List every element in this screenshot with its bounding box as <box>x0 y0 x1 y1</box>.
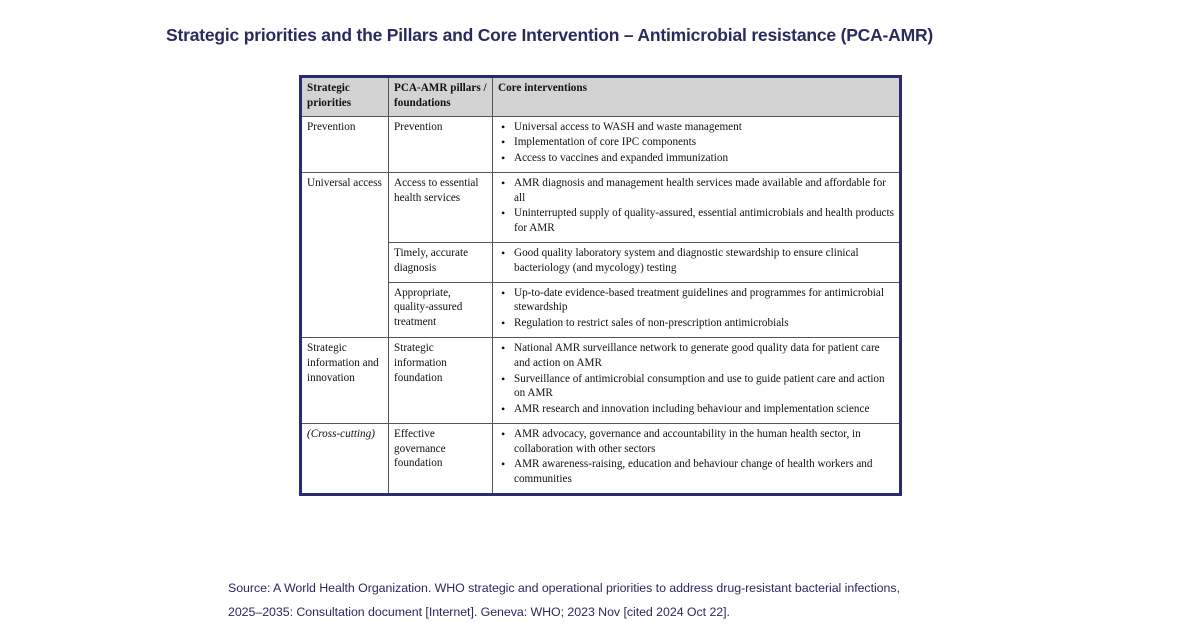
cell-core-interventions <box>493 423 901 494</box>
intervention-text: Good quality laboratory system and diagnostic stewardship to ensure clinical bacteriology (and mycology) testing <box>514 247 859 274</box>
intervention-item <box>498 206 894 236</box>
cell-core-interventions <box>493 337 901 423</box>
intervention-list <box>498 120 894 166</box>
intervention-list <box>498 286 894 331</box>
table-row <box>301 282 901 337</box>
intervention-item <box>498 341 894 371</box>
cell-pillar-foundation: Effective governance foundation <box>389 423 493 494</box>
strategic-priority-label: Universal access <box>307 176 382 189</box>
cell-strategic-priority <box>301 116 389 172</box>
strategic-priority-label: Prevention <box>307 120 356 133</box>
cell-core-interventions <box>493 116 901 172</box>
cell-core-interventions <box>493 243 901 283</box>
bullet-icon: • <box>501 206 506 221</box>
intervention-item <box>498 457 894 487</box>
cell-pillar-foundation: Strategic information foundation <box>389 337 493 423</box>
intervention-item <box>498 372 894 402</box>
cell-pillar-foundation: Access to essential health services <box>389 172 493 242</box>
intervention-text: Universal access to WASH and waste management <box>514 120 742 133</box>
column-header-strategic-priorities: Strategic priorities <box>301 77 389 117</box>
cell-core-interventions <box>493 282 901 337</box>
intervention-list <box>498 341 894 417</box>
cell-strategic-priority <box>301 423 389 494</box>
cell-strategic-priority <box>301 172 389 337</box>
intervention-item <box>498 151 894 166</box>
bullet-icon: • <box>501 340 506 355</box>
cell-pillar-foundation: Appropriate, quality-assured treatment <box>389 282 493 337</box>
intervention-list <box>498 246 894 276</box>
table-row <box>301 337 901 423</box>
table-header-row <box>301 77 901 117</box>
table-row <box>301 116 901 172</box>
intervention-item <box>498 286 894 316</box>
bullet-icon: • <box>501 151 506 166</box>
column-header-pca-amr-pillars: PCA-AMR pillars / foundations <box>389 77 493 117</box>
column-header-core-interventions: Core interventions <box>493 77 901 117</box>
cell-core-interventions <box>493 172 901 242</box>
table-row <box>301 172 901 242</box>
bullet-icon: • <box>501 135 506 150</box>
pca-amr-table <box>299 75 902 496</box>
bullet-icon: • <box>501 402 506 417</box>
bullet-icon: • <box>501 285 506 300</box>
cell-pillar-foundation: Prevention <box>389 116 493 172</box>
intervention-text: AMR research and innovation including behaviour and implementation science <box>514 403 870 416</box>
intervention-text: Uninterrupted supply of quality-assured, essential antimicrobials and health products for AMR <box>514 207 894 235</box>
strategic-priority-label: Strategic information and innovation <box>307 341 379 384</box>
table-header <box>301 77 901 117</box>
source-line-1: Source: A World Health Organization. WHO strategic and operational priorities to address drug-resistant bacterial infections, <box>228 581 900 595</box>
intervention-text: National AMR surveillance network to generate good quality data for patient care and action on AMR <box>514 341 880 369</box>
intervention-item <box>498 402 894 417</box>
intervention-list <box>498 427 894 487</box>
bullet-icon: • <box>501 119 506 134</box>
bullet-icon: • <box>501 426 506 441</box>
intervention-text: Up-to-date evidence-based treatment guidelines and programmes for antimicrobial stewardship <box>514 286 884 314</box>
intervention-text: AMR awareness-raising, education and behaviour change of health workers and communities <box>514 458 873 486</box>
intervention-text: AMR diagnosis and management health services made available and affordable for all <box>514 176 886 204</box>
bullet-icon: • <box>501 246 506 261</box>
bullet-icon: • <box>501 175 506 190</box>
bullet-icon: • <box>501 371 506 386</box>
intervention-item <box>498 246 894 276</box>
intervention-text: Implementation of core IPC components <box>514 136 697 149</box>
strategic-priority-label: (Cross-cutting) <box>307 427 375 440</box>
source-citation <box>228 576 988 624</box>
intervention-text: Access to vaccines and expanded immunization <box>514 152 729 165</box>
intervention-item <box>498 176 894 206</box>
page-title: Strategic priorities and the Pillars and Core Intervention – Antimicrobial resistance (PCA-AMR) <box>166 25 934 45</box>
intervention-text: Surveillance of antimicrobial consumption and use to guide patient care and action on AMR <box>514 372 885 400</box>
bullet-icon: • <box>501 457 506 472</box>
cell-strategic-priority <box>301 337 389 423</box>
intervention-text: AMR advocacy, governance and accountability in the human health sector, in collaboration with other sectors <box>514 427 861 455</box>
intervention-item <box>498 427 894 457</box>
table-row <box>301 423 901 494</box>
pca-amr-table-container <box>299 75 899 496</box>
intervention-item <box>498 120 894 135</box>
intervention-text: Regulation to restrict sales of non-prescription antimicrobials <box>514 317 789 330</box>
source-line-2: 2025–2035: Consultation document [Internet]. Geneva: WHO; 2023 Nov [cited 2024 Oct 22]. <box>228 605 730 620</box>
intervention-item <box>498 316 894 331</box>
table-body <box>301 116 901 494</box>
bullet-icon: • <box>501 316 506 331</box>
cell-pillar-foundation: Timely, accurate diagnosis <box>389 243 493 283</box>
intervention-item <box>498 135 894 150</box>
table-row <box>301 243 901 283</box>
intervention-list <box>498 176 894 236</box>
